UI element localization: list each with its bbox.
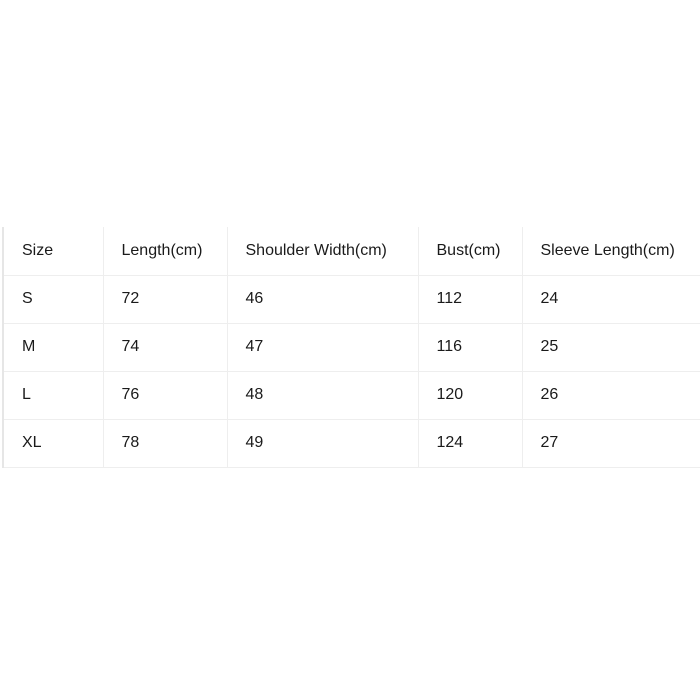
header-sleeve-length: Sleeve Length(cm) [522, 227, 700, 275]
table-row [3, 419, 700, 467]
cell-sleeve-length: 27 [522, 419, 700, 467]
cell-shoulder-width: 49 [227, 419, 418, 467]
cell-bust: 116 [418, 323, 522, 371]
table-row [3, 275, 700, 323]
header-size: Size [3, 227, 103, 275]
cell-size: S [3, 275, 103, 323]
table-row [3, 371, 700, 419]
cell-size: L [3, 371, 103, 419]
header-length: Length(cm) [103, 227, 227, 275]
cell-sleeve-length: 24 [522, 275, 700, 323]
cell-shoulder-width: 48 [227, 371, 418, 419]
cell-length: 76 [103, 371, 227, 419]
size-chart-table [2, 227, 700, 468]
cell-sleeve-length: 26 [522, 371, 700, 419]
cell-length: 78 [103, 419, 227, 467]
cell-size: M [3, 323, 103, 371]
table-row [3, 323, 700, 371]
cell-size: XL [3, 419, 103, 467]
header-shoulder-width: Shoulder Width(cm) [227, 227, 418, 275]
cell-length: 74 [103, 323, 227, 371]
cell-shoulder-width: 46 [227, 275, 418, 323]
header-bust: Bust(cm) [418, 227, 522, 275]
cell-bust: 112 [418, 275, 522, 323]
cell-bust: 120 [418, 371, 522, 419]
cell-sleeve-length: 25 [522, 323, 700, 371]
cell-length: 72 [103, 275, 227, 323]
table-header-row [3, 227, 700, 275]
cell-bust: 124 [418, 419, 522, 467]
cell-shoulder-width: 47 [227, 323, 418, 371]
